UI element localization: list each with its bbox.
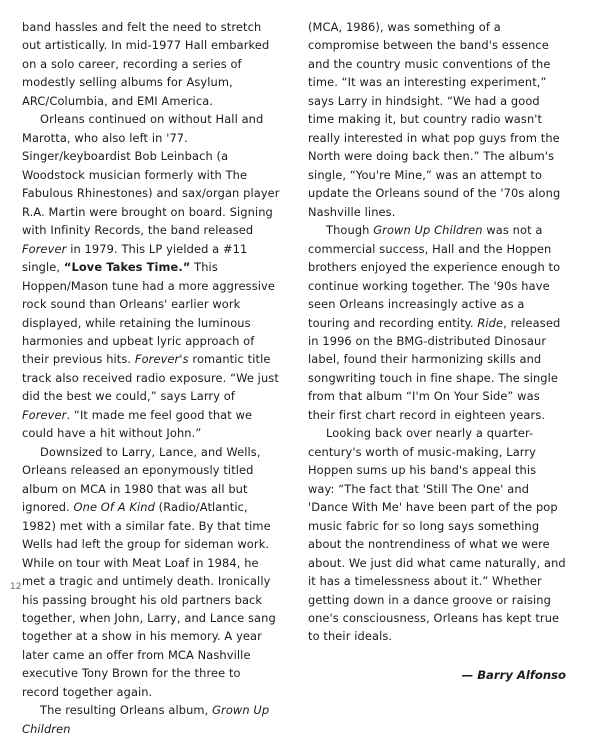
text-run: (Radio/Atlantic, 1982) met with a similar fate. By that time Wells had left the group for sideman work. While on tour with Meat Loaf in 1984, he met a tragic and untimely death. Ironically his passing brought his old partners back together, when John, Larry, and Lance sang together at a show in his memory. A year later came an offer from MCA Nashville executive Tony Brown for the three to record together again. [22,500,276,699]
text-run: Orleans continued on without Hall and Marotta, who also left in '77. Singer/keyboardist Bob Leinbach (a Woodstock musician formerly with The Fabulous Rhinestones) and sax/organ player R.A. Martin were brought on board. Signing with Infinity Records, the band released [22,112,280,238]
italic-title: One Of A Kind [73,500,155,515]
paragraph [308,424,566,646]
italic-title: Grown Up Children [373,223,483,238]
right-column [308,18,566,682]
italic-title: Grown Up Children [22,703,270,736]
text-run: , released in 1996 on the BMG-distributed Dinosaur label, found their harmonizing skills and songwriting touch in fine shape. The single from that album “I'm On Your Side” was their first chart record in eighteen years. [308,315,561,422]
page-number: 12 [10,582,22,592]
italic-title: Ride [477,315,504,330]
paragraph [22,443,280,702]
italic-title: Forever's [134,352,189,367]
text-run: band hassles and felt the need to stretch out artistically. In mid-1977 Hall embarked on a solo career, recording a series of modestly selling albums for Asylum, ARC/Columbia, and EMI America. [22,20,270,108]
text-run: romantic title track also received radio exposure. “We just did the best we could,” says Larry of [22,352,279,404]
author-signature: — Barry Alfonso [461,667,566,682]
text-run: . “It made me feel good that we could have a hit without John.” [22,407,253,441]
italic-title: Forever [22,241,67,256]
paragraph [22,110,280,442]
two-column-body [22,18,578,736]
text-run: in 1979. This LP yielded a #11 single, [22,241,248,275]
paragraph [22,701,280,738]
paragraph [22,18,280,110]
text-run: This Hoppen/Mason tune had a more aggressive rock sound than Orleans' earlier work displayed, while retaining the luminous harmonies and upbeat lyric approach of their previous hits. [22,260,276,367]
text-run: The resulting Orleans album, [40,703,213,718]
text-run: was not a commercial success, Hall and the Hoppen brothers enjoyed the experience enough to continue working together. The '90s have seen Orleans increasingly active as a touring and recording entity. [308,223,561,330]
left-column [22,18,280,736]
paragraph [308,18,566,221]
text-run: Looking back over nearly a quarter-century's worth of music-making, Larry Hoppen sums up his band's appeal this way: “The fact that 'Still The One' and 'Dance With Me' have been part of the pop music fabric for so long says something about the nontrendiness of what we were about. We just did what came naturally, and it has a timelessness about it.” Whether getting down in a dance groove or raising one's consciousness, Orleans has kept true to their ideals. [308,426,566,644]
italic-title: Forever [22,407,67,422]
text-run: Downsized to Larry, Lance, and Wells, Orleans released an eponymously titled album on MCA in 1980 that was all but ignored. [22,444,261,515]
paragraph [308,221,566,424]
text-run: (MCA, 1986), was something of a compromise between the band's essence and the country music conventions of the time. “It was an interesting experiment,” says Larry in hindsight. “We had a good time making it, but country radio wasn't really interested in what pop guys from the North were doing back then.” The album's single, “You're Mine,” was an attempt to update the Orleans sound of the '70s along Nashville lines. [308,20,561,219]
text-run: Though [326,223,374,238]
bold-song-title: “Love Takes Time.” [63,260,191,275]
